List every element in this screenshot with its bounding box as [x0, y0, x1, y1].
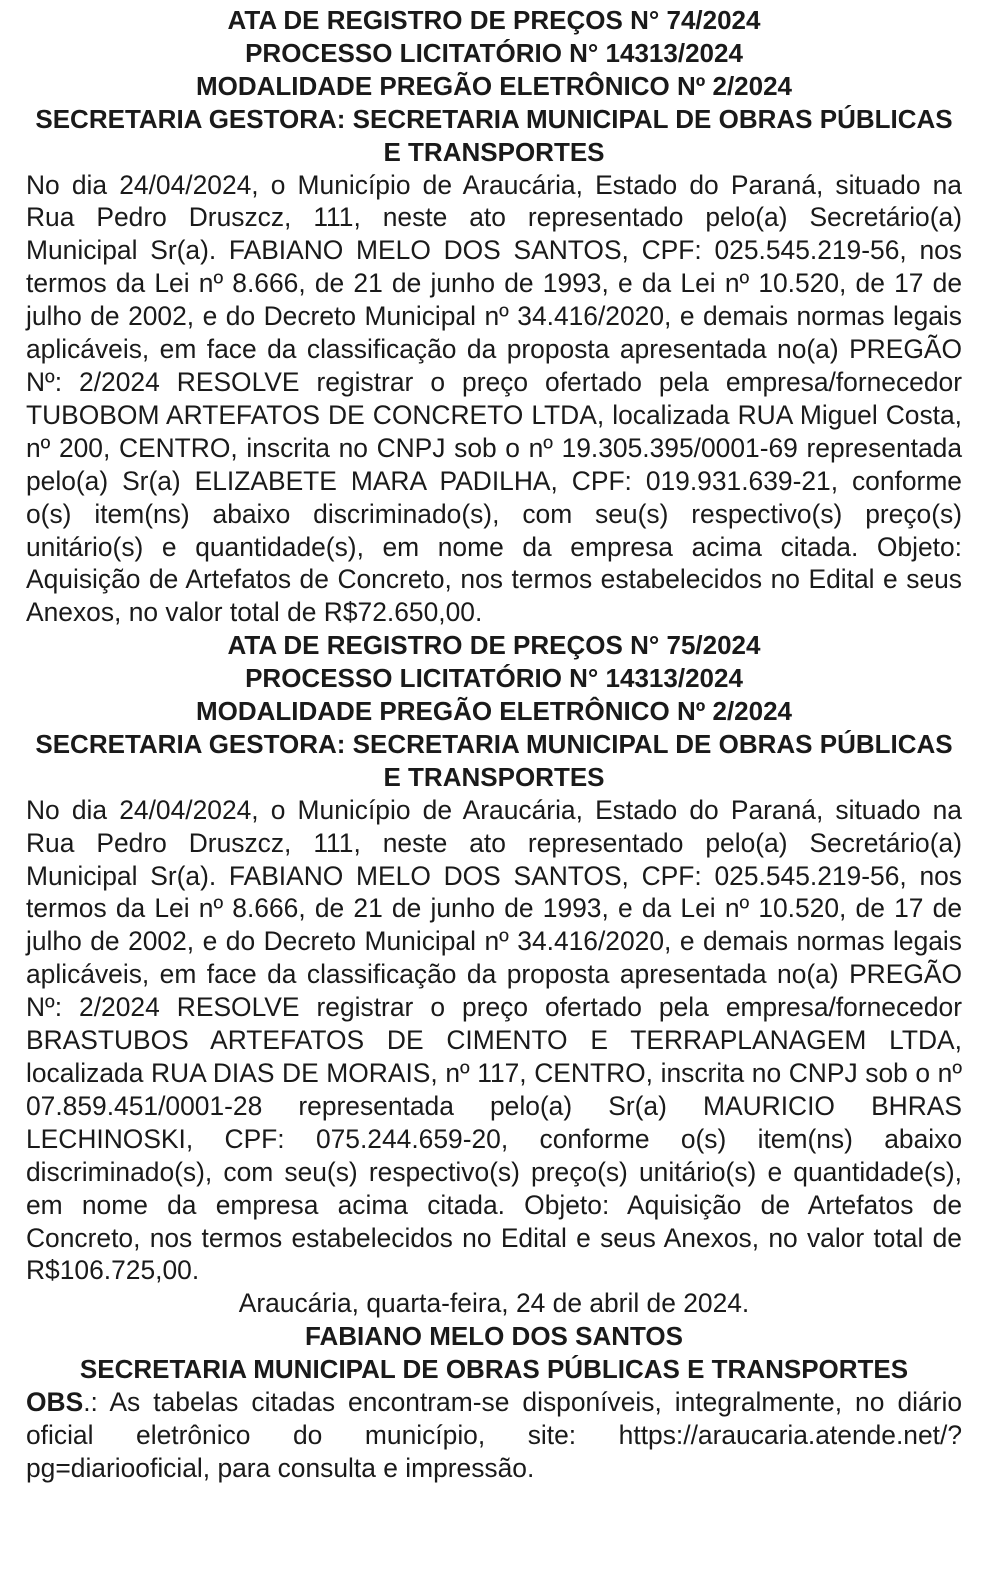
obs-note — [26, 1386, 962, 1485]
obs-text: .: As tabelas citadas encontram-se disponíveis, integralmente, no diário oficial eletrônico do município, site: https://araucaria.atende.net/?pg=diariooficial, para consulta e impressão. — [26, 1387, 962, 1483]
managing-secretariat: SECRETARIA GESTORA: SECRETARIA MUNICIPAL DE OBRAS PÚBLICAS E TRANSPORTES — [35, 728, 953, 792]
ata-75 — [26, 629, 962, 1287]
modality: MODALIDADE PREGÃO ELETRÔNICO Nº 2/2024 — [195, 696, 793, 727]
place-date: Araucária, quarta-feira, 24 de abril de 2024. — [238, 1288, 750, 1319]
obs-label: OBS — [26, 1387, 84, 1418]
managing-secretariat: SECRETARIA GESTORA: SECRETARIA MUNICIPAL DE OBRAS PÚBLICAS E TRANSPORTES — [35, 103, 953, 167]
ata-body: No dia 24/04/2024, o Município de Araucária, Estado do Paraná, situado na Rua Pedro Druszcz, 111, neste ato representado pelo(a) Secretário(a) Municipal Sr(a). FABIANO MELO DOS SANTOS, CPF: 025.545.219-56, nos termos da Lei nº 8.666, de 21 de junho de 1993, e da Lei nº 10.520, de 17 de julho de 2002, e do Decreto Municipal nº 34.416/2020, e demais normas legais aplicáveis, em face da classificação da proposta apresentada no(a) PREGÃO Nº: 2/2024 RESOLVE registrar o preço ofertado pela empresa/fornecedor BRASTUBOS ARTEFATOS DE CIMENTO E TERRAPLANAGEM LTDA, localizada RUA DIAS DE MORAIS, nº 117, CENTRO, inscrita no CNPJ sob o nº 07.859.451/0001-28 representada pelo(a) Sr(a) MAURICIO BHRAS LECHINOSKI, CPF: 075.244.659-20, conforme o(s) item(ns) abaixo discriminado(s), com seu(s) respectivo(s) preço(s) unitário(s) e quantidade(s), em nome da empresa acima citada. Objeto: Aquisição de Artefatos de Concreto, nos termos estabelecidos no Edital e seus Anexos, no valor total de R$106.725,00. — [26, 794, 962, 1286]
ata-74 — [26, 4, 962, 629]
signatory-role: SECRETARIA MUNICIPAL DE OBRAS PÚBLICAS E TRANSPORTES — [79, 1354, 909, 1385]
closing-block — [26, 1287, 962, 1386]
signatory-name: FABIANO MELO DOS SANTOS — [305, 1321, 683, 1352]
process-number: PROCESSO LICITATÓRIO N° 14313/2024 — [245, 37, 743, 68]
modality: MODALIDADE PREGÃO ELETRÔNICO Nº 2/2024 — [195, 70, 793, 101]
ata-title: ATA DE REGISTRO DE PREÇOS N° 74/2024 — [227, 5, 761, 35]
ata-body: No dia 24/04/2024, o Município de Araucária, Estado do Paraná, situado na Rua Pedro Druszcz, 111, neste ato representado pelo(a) Secretário(a) Municipal Sr(a). FABIANO MELO DOS SANTOS, CPF: 025.545.219-56, nos termos da Lei nº 8.666, de 21 de junho de 1993, e da Lei nº 10.520, de 17 de julho de 2002, e do Decreto Municipal nº 34.416/2020, e demais normas legais aplicáveis, em face da classificação da proposta apresentada no(a) PREGÃO Nº: 2/2024 RESOLVE registrar o preço ofertado pela empresa/fornecedor TUBOBOM ARTEFATOS DE CONCRETO LTDA, localizada RUA Miguel Costa, nº 200, CENTRO, inscrita no CNPJ sob o nº 19.305.395/0001-69 representada pelo(a) Sr(a) ELIZABETE MARA PADILHA, CPF: 019.931.639-21, conforme o(s) item(ns) abaixo discriminado(s), com seu(s) respectivo(s) preço(s) unitário(s) e quantidade(s), em nome da empresa acima citada. Objeto: Aquisição de Artefatos de Concreto, nos termos estabelecidos no Edital e seus Anexos, no valor total de R$72.650,00. — [26, 169, 962, 628]
process-number: PROCESSO LICITATÓRIO N° 14313/2024 — [245, 663, 743, 694]
ata-title: ATA DE REGISTRO DE PREÇOS N° 75/2024 — [227, 630, 761, 661]
